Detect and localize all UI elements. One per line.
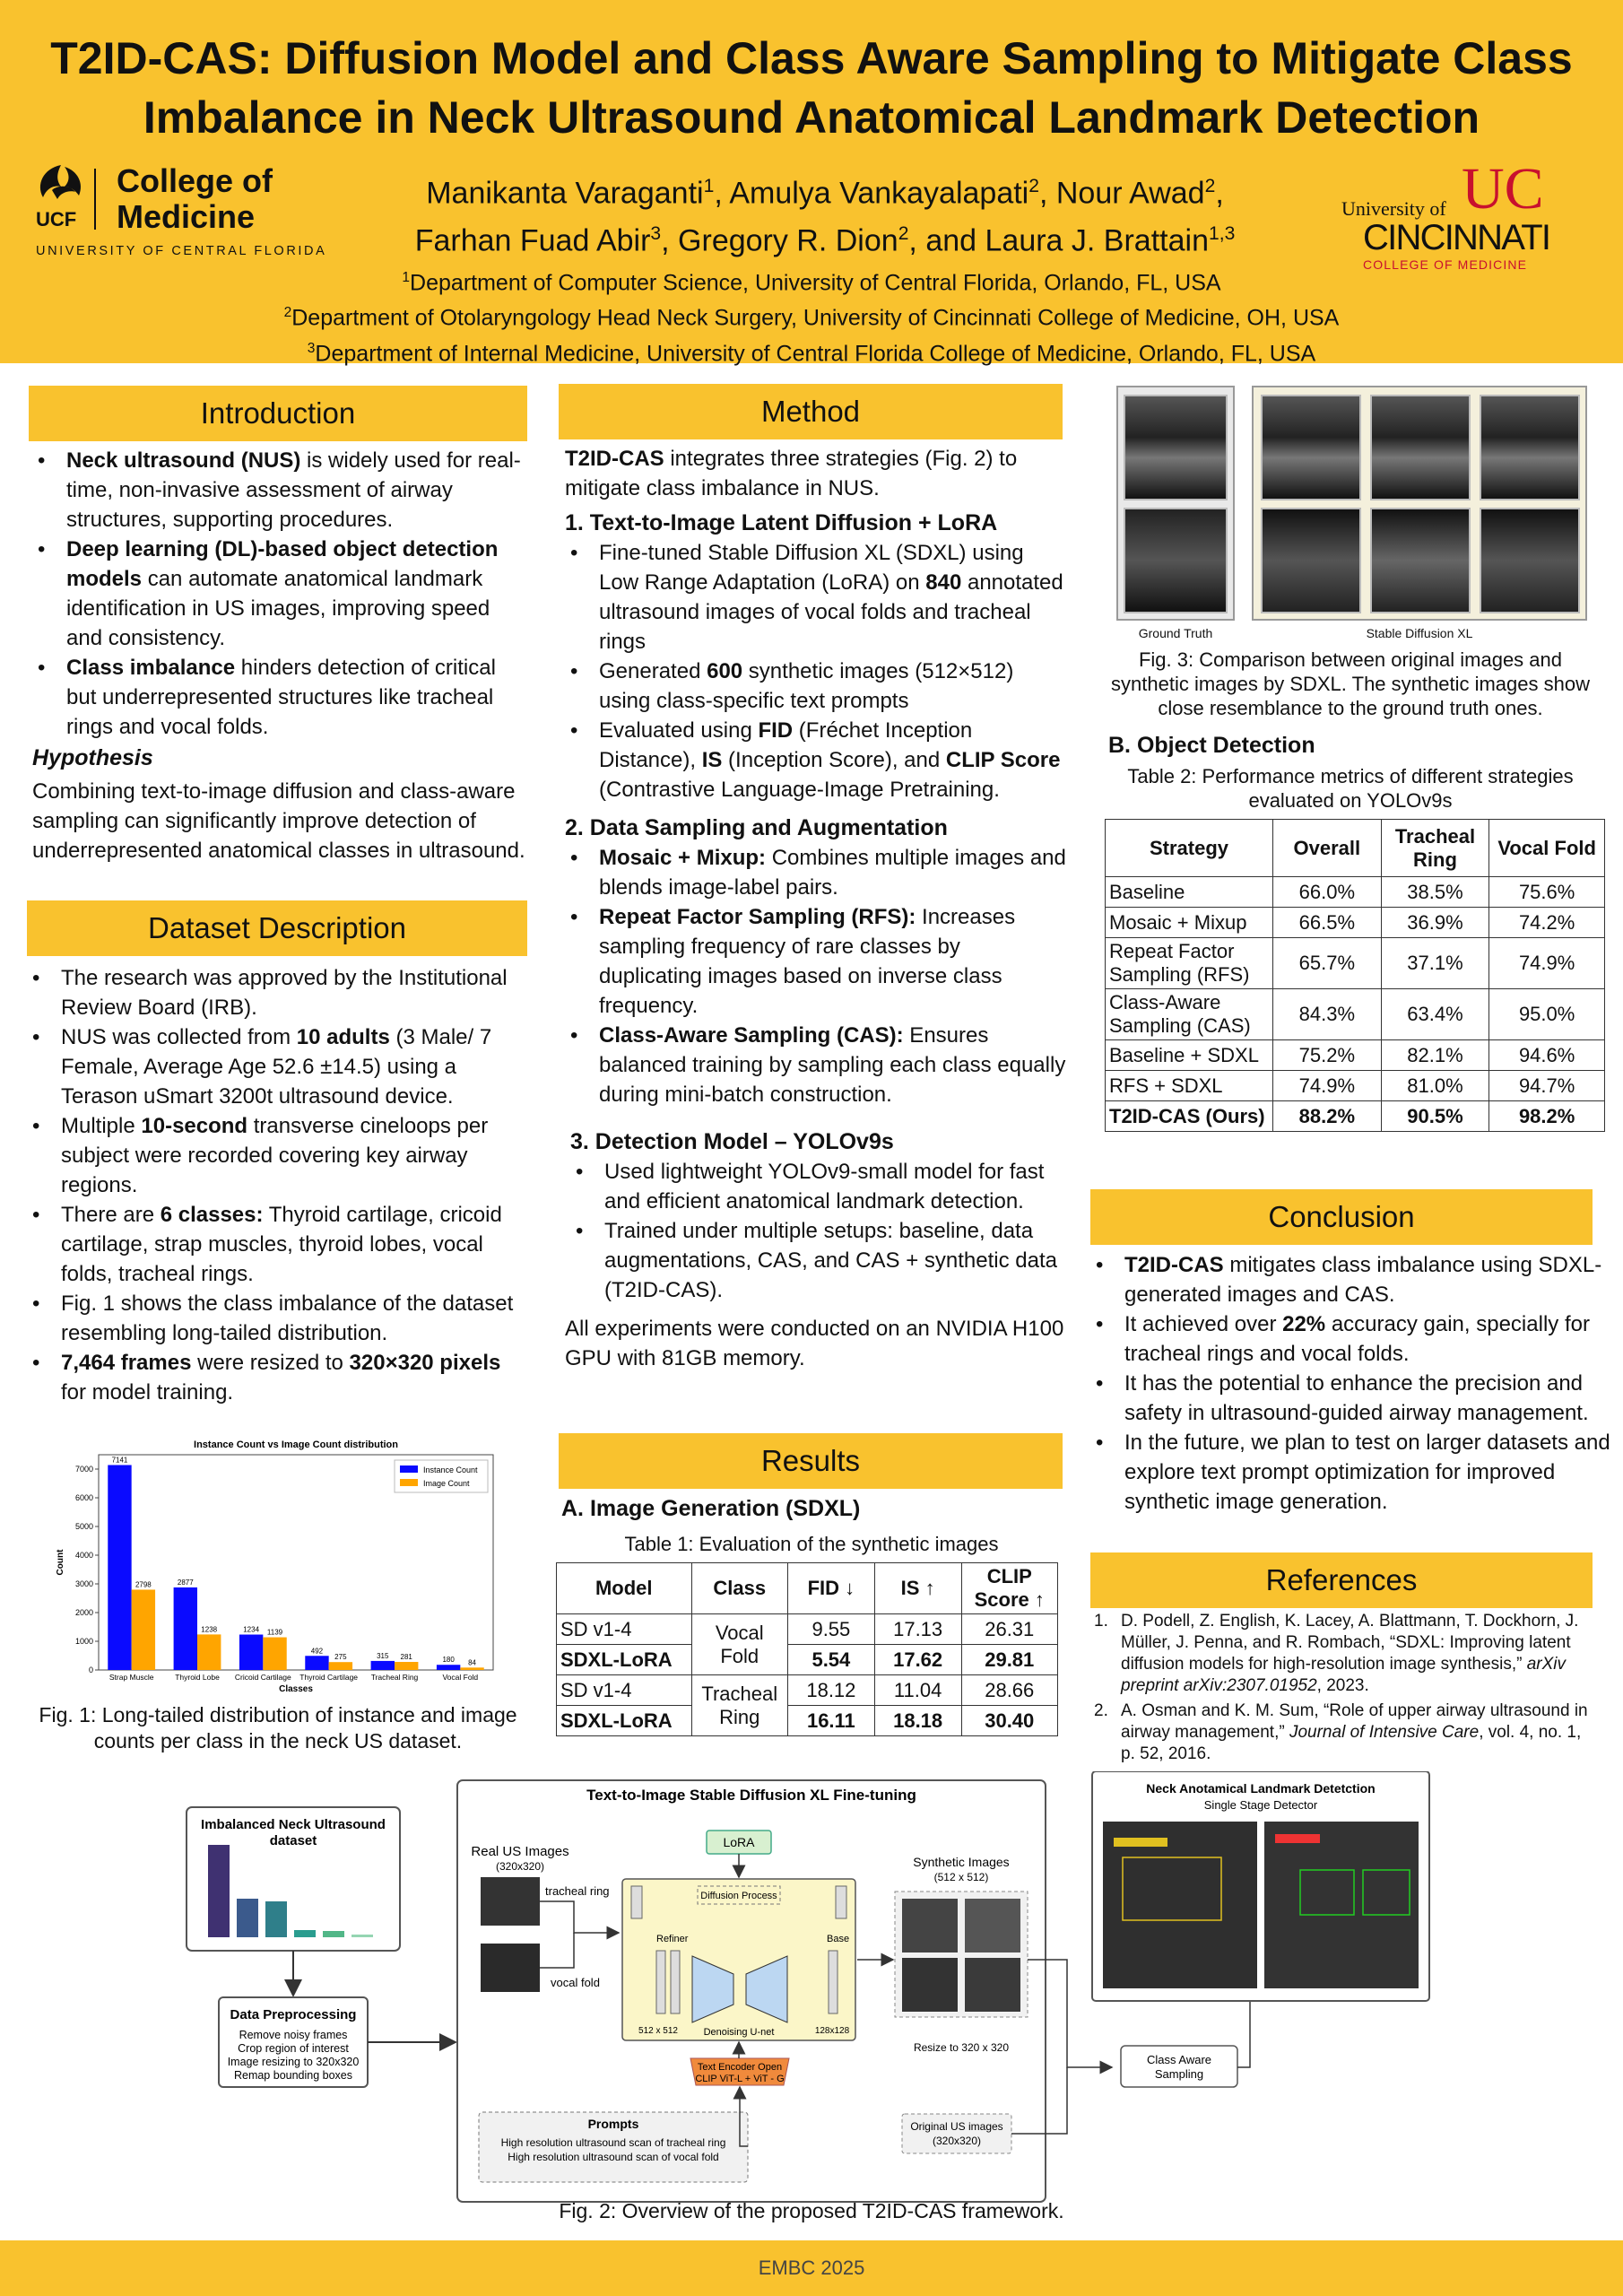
- dataset-heading: Dataset Description: [27, 900, 527, 956]
- ground-truth-image-1: [1124, 395, 1228, 500]
- fig3-sdxl-panel: [1252, 386, 1587, 621]
- x-tick-label: Tracheal Ring: [370, 1673, 419, 1682]
- tracheal-ring-label: tracheal ring: [545, 1884, 610, 1898]
- mini-bar-3: [265, 1901, 287, 1937]
- sdxl-image-5: [1370, 508, 1471, 613]
- method-s1-bullets: [565, 538, 1067, 804]
- table-cell: 38.5%: [1381, 877, 1489, 908]
- title-line-2: Imbalance in Neck Ultrasound Anatomical Landmark Detection: [143, 92, 1480, 143]
- bar-value-label: 180: [442, 1656, 455, 1665]
- ucf-subtitle: UNIVERSITY OF CENTRAL FLORIDA: [36, 244, 327, 258]
- refiner-bar: [656, 1951, 665, 2013]
- list-item: • Multiple 10-second transverse cineloops per subject were recorded covering key airway regions.: [27, 1111, 529, 1200]
- table-cell: Mosaic + Mixup: [1106, 908, 1273, 938]
- list-item: • Class imbalance hinders detection of critical but underrepresented structures like tracheal rings and vocal folds.: [32, 653, 531, 742]
- bar: [305, 1656, 328, 1670]
- results-heading: Results: [559, 1433, 1063, 1489]
- x-tick-label: Cricoid Cartilage: [234, 1673, 291, 1682]
- table-row: [1106, 1071, 1605, 1101]
- hypothesis-text: Combining text-to-image diffusion and class-aware sampling can significantly improve detection of underrepresented anatomical classes in ultrasound.: [32, 779, 525, 863]
- author-name: Nour Awad: [1055, 176, 1205, 211]
- synthetic-image: [965, 1958, 1020, 2012]
- author-affil-number: 1,3: [1208, 223, 1236, 245]
- table-row: [557, 1645, 1058, 1675]
- synthetic-image: [902, 1958, 958, 2012]
- table-cell: 18.12: [788, 1675, 875, 1706]
- bar: [239, 1635, 263, 1670]
- authors: [377, 166, 1273, 262]
- table-cell: 75.6%: [1489, 877, 1605, 908]
- table-cell: 9.55: [788, 1614, 875, 1645]
- table-cell: Baseline: [1106, 877, 1273, 908]
- affiliation-line: [179, 334, 1444, 369]
- bar: [174, 1587, 197, 1670]
- sdxl-finetuning-title: Text-to-Image Stable Diffusion XL Fine-tuning: [586, 1787, 916, 1804]
- sdxl-image-2: [1370, 395, 1471, 500]
- preproc-item: Remap bounding boxes: [233, 2069, 353, 2082]
- list-item: • 7,464 frames were resized to 320×320 pixels for model training.: [27, 1348, 529, 1407]
- table-cell: Class-Aware Sampling (CAS): [1106, 989, 1273, 1040]
- x-tick-label: Vocal Fold: [442, 1673, 479, 1682]
- affiliation-number: 3: [307, 340, 316, 356]
- sdxl-image-4: [1261, 508, 1361, 613]
- fig3-ground-truth-panel: [1116, 386, 1235, 621]
- author-name: Gregory R. Dion: [678, 223, 898, 258]
- table-header-cell: CLIP Score ↑: [961, 1563, 1058, 1614]
- ground-truth-image-2: [1124, 508, 1228, 613]
- table-cell: 88.2%: [1273, 1101, 1382, 1132]
- original-images-line2: (320x320): [932, 2135, 982, 2147]
- cas-line1: Class Aware: [1146, 2053, 1212, 2066]
- method-s2-bullets: [565, 843, 1067, 1109]
- table1-caption: Table 1: Evaluation of the synthetic images: [624, 1533, 999, 1555]
- bar-value-label: 492: [310, 1647, 324, 1656]
- bar-value-label: 2877: [177, 1578, 194, 1587]
- table-cell: 17.13: [874, 1614, 961, 1645]
- ucf-college-of: College of: [117, 162, 273, 199]
- conclusion-bullets: [1090, 1250, 1610, 1517]
- table-row: [1106, 1040, 1605, 1071]
- x-tick-label: Thyroid Lobe: [175, 1673, 220, 1682]
- refiner-latent: [631, 1886, 642, 1918]
- table-header-cell: IS ↑: [874, 1563, 961, 1614]
- reference-number: 1.: [1094, 1612, 1108, 1631]
- table-cell: 81.0%: [1381, 1071, 1489, 1101]
- author-affil-number: 2: [1204, 176, 1216, 196]
- table-row: [1106, 908, 1605, 938]
- introduction-body: [32, 446, 531, 865]
- method-s1-title: 1. Text-to-Image Latent Diffusion + LoRA: [565, 510, 998, 535]
- authors-line-1: [377, 166, 1273, 213]
- mini-bar-1: [208, 1845, 230, 1937]
- table-cell: 63.4%: [1381, 989, 1489, 1040]
- list-item: • Trained under multiple setups: baseline, data augmentations, CAS, and CAS + synthetic data (T2ID-CAS).: [570, 1216, 1067, 1305]
- table-header-cell: Vocal Fold: [1489, 820, 1605, 877]
- table-cell: 66.5%: [1273, 908, 1382, 938]
- bar: [197, 1634, 221, 1670]
- affiliation-number: 1: [402, 270, 411, 285]
- affiliation-text: Department of Otolaryngology Head Neck Surgery, University of Cincinnati College of Medicine, OH, USA: [291, 305, 1340, 331]
- detection-image-right: [1264, 1822, 1419, 1988]
- synthetic-image: [965, 1899, 1020, 1952]
- results-b-title: B. Object Detection: [1108, 733, 1315, 758]
- conclusion-body: [1090, 1250, 1610, 1517]
- text-encoder-line1: Text Encoder Open: [697, 2062, 783, 2073]
- real-images-title: Real US Images: [471, 1844, 569, 1859]
- x-axis-label: Classes: [279, 1684, 313, 1694]
- fig2-caption: Fig. 2: Overview of the proposed T2ID-CAS framework.: [559, 2199, 1064, 2222]
- table-cell: 29.81: [961, 1645, 1058, 1675]
- author-separator: , and: [908, 223, 985, 258]
- table-row: [557, 1675, 1058, 1706]
- y-tick-label: 4000: [74, 1551, 93, 1560]
- table-header-cell: Model: [557, 1563, 692, 1614]
- table-row: [1106, 877, 1605, 908]
- table-cell: SDXL-LoRA: [557, 1706, 692, 1736]
- base-label: Base: [827, 1934, 850, 1944]
- fig1-bar-chart: [54, 1435, 502, 1695]
- preproc-item: Image resizing to 320x320: [227, 2056, 360, 2068]
- table-row: [1106, 989, 1605, 1040]
- table-cell: 94.6%: [1489, 1040, 1605, 1071]
- table-cell: 90.5%: [1381, 1101, 1489, 1132]
- table-header-cell: Class: [691, 1563, 788, 1614]
- table-cell: 28.66: [961, 1675, 1058, 1706]
- bar: [395, 1662, 418, 1670]
- imbalanced-dataset-title: Imbalanced Neck Ultrasound dataset: [201, 1817, 386, 1848]
- list-item: • Used lightweight YOLOv9-small model for fast and efficient anatomical landmark detection.: [570, 1157, 1067, 1216]
- author-name: Manikanta Varaganti: [426, 176, 704, 211]
- table-header-row: [557, 1563, 1058, 1614]
- bar: [329, 1662, 352, 1670]
- reference-number: 2.: [1094, 1701, 1108, 1720]
- table2-caption: Table 2: Performance metrics of different strategies evaluated on YOLOv9s: [1127, 765, 1574, 812]
- author-affil-number: 2: [1028, 176, 1039, 196]
- author-separator: ,: [714, 176, 730, 211]
- legend-label: Image Count: [423, 1479, 470, 1488]
- y-tick-label: 0: [88, 1665, 93, 1674]
- x-tick-label: Thyroid Cartilage: [299, 1673, 359, 1682]
- table-row: [557, 1706, 1058, 1736]
- affiliation-line: [179, 298, 1444, 333]
- diffusion-process-label: Diffusion Process: [700, 1891, 777, 1901]
- table-cell: SD v1-4: [557, 1614, 692, 1645]
- list-item: • In the future, we plan to test on larger datasets and explore text prompt optimization for improved synthetic image generation.: [1090, 1428, 1610, 1517]
- references-heading: References: [1090, 1552, 1593, 1608]
- table-cell: 30.40: [961, 1706, 1058, 1736]
- mini-bar-2: [237, 1899, 258, 1937]
- bar-value-label: 275: [334, 1653, 347, 1662]
- table-cell: Baseline + SDXL: [1106, 1040, 1273, 1071]
- mini-bar-6: [352, 1935, 373, 1937]
- introduction-bullets: [32, 446, 531, 742]
- table1: [556, 1562, 1058, 1736]
- list-item: • Repeat Factor Sampling (RFS): Increases sampling frequency of rare classes by duplicating images based on inverse class frequency.: [565, 902, 1067, 1021]
- ucf-medicine: Medicine: [117, 198, 256, 235]
- table-cell: 74.9%: [1273, 1071, 1382, 1101]
- author-separator: ,: [661, 223, 679, 258]
- bar-value-label: 315: [377, 1651, 389, 1660]
- footer-conference: EMBC 2025: [0, 2240, 1623, 2296]
- uc-cincinnati: CINCINNATI: [1363, 218, 1551, 257]
- table-cell: 37.1%: [1381, 938, 1489, 989]
- table-cell: 18.18: [874, 1706, 961, 1736]
- table-cell: SDXL-LoRA: [557, 1645, 692, 1675]
- real-images-size: (320x320): [495, 1860, 545, 1873]
- lora-label: LoRA: [723, 1835, 755, 1849]
- method-hardware: All experiments were conducted on an NVIDIA H100 GPU with 81GB memory.: [565, 1317, 1064, 1370]
- refiner-label: Refiner: [656, 1934, 689, 1944]
- detection-title: Neck Anotamical Landmark Detetction: [1146, 1781, 1376, 1796]
- dataset-bullets: [27, 963, 529, 1407]
- bar-value-label: 1139: [266, 1628, 283, 1637]
- table-cell: RFS + SDXL: [1106, 1071, 1273, 1101]
- detection-subtitle: Single Stage Detector: [1203, 1798, 1318, 1812]
- base-bar: [829, 1951, 838, 2013]
- list-item: • There are 6 classes: Thyroid cartilage, cricoid cartilage, strap muscles, thyroid lobes, vocal folds, tracheal rings.: [27, 1200, 529, 1289]
- y-tick-label: 7000: [74, 1465, 93, 1474]
- table-cell: 11.04: [874, 1675, 961, 1706]
- reference-item: 2. A. Osman and K. M. Sum, “Role of upper airway ultrasound in airway management,” Journal of Intensive Care, vol. 4, no. 1, p. 52, 2016.: [1094, 1701, 1588, 1763]
- table-header-cell: Strategy: [1106, 820, 1273, 877]
- y-tick-label: 5000: [74, 1522, 93, 1531]
- reference-item: 1. D. Podell, Z. English, K. Lacey, A. Blattmann, T. Dockhorn, J. Müller, J. Penna, and R. Rombach, “SDXL: Improving latent diffusion models for high-resolution image synthesis,” arXiv preprint arXiv:2307.01952, 2023.: [1094, 1612, 1579, 1695]
- x-tick-label: Strap Muscle: [108, 1673, 154, 1682]
- bar: [108, 1465, 131, 1670]
- text-encoder-line2: CLIP ViT-L + ViT - G: [695, 2074, 785, 2084]
- size-128-label: 128x128: [814, 2026, 850, 2036]
- fig3-caption: Fig. 3: Comparison between original images and synthetic images by SDXL. The synthetic images show close resemblance to the ground truth ones.: [1111, 648, 1590, 719]
- table-cell: T2ID-CAS (Ours): [1106, 1101, 1273, 1132]
- uc-mark: UC: [1462, 156, 1544, 222]
- affiliation-line: [179, 263, 1444, 298]
- bar-value-label: 84: [468, 1658, 476, 1667]
- conclusion-heading: Conclusion: [1090, 1189, 1593, 1245]
- bar-value-label: 281: [400, 1653, 412, 1662]
- results-a-title: A. Image Generation (SDXL): [561, 1496, 861, 1521]
- affiliations: [179, 263, 1444, 369]
- bar: [263, 1638, 286, 1670]
- table-cell: 5.54: [788, 1645, 875, 1675]
- method-intro: integrates three strategies (Fig. 2) to mitigate class imbalance in NUS.: [565, 447, 1018, 500]
- y-tick-label: 6000: [74, 1493, 93, 1502]
- chart-title: Instance Count vs Image Count distribution: [194, 1439, 398, 1450]
- bar: [371, 1661, 395, 1670]
- author-affil-number: 1: [703, 176, 715, 196]
- detection-label-tag: [1275, 1834, 1320, 1843]
- synthetic-images-title: Synthetic Images: [913, 1855, 1010, 1869]
- y-tick-label: 3000: [74, 1579, 93, 1588]
- table-cell: 26.31: [961, 1614, 1058, 1645]
- uc-college-of-medicine: COLLEGE OF MEDICINE: [1363, 257, 1526, 272]
- method-body: [565, 444, 1067, 1373]
- cas-line2: Sampling: [1154, 2067, 1204, 2081]
- legend-swatch: [400, 1479, 418, 1486]
- table-cell: SD v1-4: [557, 1675, 692, 1706]
- fig1-caption: Fig. 1: Long-tailed distribution of instance and image counts per class in the neck US dataset.: [39, 1703, 517, 1752]
- preproc-item: Remove noisy frames: [239, 2029, 348, 2041]
- method-intro-bold: T2ID-CAS: [565, 447, 664, 471]
- list-item: • Mosaic + Mixup: Combines multiple images and blends image-label pairs.: [565, 843, 1067, 902]
- affiliation-text: Department of Internal Medicine, University of Central Florida College of Medicine, Orlando, FL, USA: [315, 340, 1316, 366]
- synthetic-images-size: (512 x 512): [933, 1871, 989, 1883]
- method-s3-title: 3. Detection Model – YOLOv9s: [570, 1129, 894, 1154]
- original-images-line1: Original US images: [910, 2120, 1003, 2133]
- table-cell: 84.3%: [1273, 989, 1382, 1040]
- bar-value-label: 1238: [201, 1625, 218, 1634]
- table-cell: 75.2%: [1273, 1040, 1382, 1071]
- author-name: Amulya Vankayalapati: [729, 176, 1029, 211]
- table-cell: 74.9%: [1489, 938, 1605, 989]
- base-latent: [836, 1886, 846, 1918]
- list-item: • Deep learning (DL)-based object detection models can automate anatomical landmark identification in US images, improving speed and consistency.: [32, 535, 531, 653]
- table-cell: 65.7%: [1273, 938, 1382, 989]
- table2: [1105, 819, 1605, 1132]
- sdxl-image-1: [1261, 395, 1361, 500]
- title-line-1: T2ID-CAS: Diffusion Model and Class Aware Sampling to Mitigate Class: [50, 33, 1573, 83]
- prompts-title: Prompts: [587, 2117, 639, 2131]
- method-heading: Method: [559, 384, 1063, 439]
- fig3-label-ground-truth: Ground Truth: [1138, 626, 1213, 640]
- y-tick-label: 2000: [74, 1608, 93, 1617]
- prompt-2: High resolution ultrasound scan of vocal fold: [508, 2151, 719, 2163]
- unet-label: Denoising U-net: [703, 2027, 775, 2038]
- method-s3-bullets: [565, 1157, 1067, 1305]
- sdxl-image-6: [1480, 508, 1580, 613]
- method-s2-title: 2. Data Sampling and Augmentation: [565, 815, 948, 840]
- list-item: • It achieved over 22% accuracy gain, specially for tracheal rings and vocal folds.: [1090, 1309, 1610, 1369]
- table-cell: 36.9%: [1381, 908, 1489, 938]
- affiliation-text: Department of Computer Science, University of Central Florida, Orlando, FL, USA: [410, 270, 1221, 296]
- table-cell: Repeat Factor Sampling (RFS): [1106, 938, 1273, 989]
- uc-logo: [1336, 149, 1560, 274]
- list-item: • Neck ultrasound (NUS) is widely used for real-time, non-invasive assessment of airway structures, supporting procedures.: [32, 446, 531, 535]
- list-item: • Fig. 1 shows the class imbalance of the dataset resembling long-tailed distribution.: [27, 1289, 529, 1348]
- uc-university-of: University of: [1341, 197, 1446, 220]
- author-affil-number: 2: [898, 223, 909, 245]
- table-cell: Vocal Fold: [691, 1614, 788, 1675]
- list-item: • Generated 600 synthetic images (512×512) using class-specific text prompts: [565, 657, 1067, 716]
- table-cell: 82.1%: [1381, 1040, 1489, 1071]
- y-tick-label: 1000: [74, 1637, 93, 1646]
- dataset-body: [27, 963, 529, 1407]
- sdxl-image-3: [1480, 395, 1580, 500]
- real-us-tracheal-image: [481, 1877, 540, 1926]
- introduction-heading: Introduction: [29, 386, 527, 441]
- refiner-bar: [671, 1951, 680, 2013]
- poster-title: [0, 29, 1623, 147]
- y-axis-label: Count: [56, 1549, 65, 1576]
- bar-value-label: 1234: [243, 1625, 260, 1634]
- preprocessing-title: Data Preprocessing: [230, 2007, 357, 2022]
- class-aware-sampling-box: [1121, 2046, 1237, 2087]
- list-item: • Class-Aware Sampling (CAS): Ensures balanced training by sampling each class equally during mini-batch construction.: [565, 1021, 1067, 1109]
- hypothesis-title: Hypothesis: [32, 745, 153, 770]
- table-row: [1106, 1101, 1605, 1132]
- bar-value-label: 2798: [135, 1580, 152, 1589]
- references-list: [1094, 1611, 1596, 1769]
- bar-value-label: 7141: [111, 1456, 128, 1465]
- preproc-item: Crop region of interest: [238, 2042, 349, 2055]
- table-cell: 66.0%: [1273, 877, 1382, 908]
- bar: [132, 1589, 155, 1670]
- resize-label: Resize to 320 x 320: [913, 2041, 1010, 2054]
- table-header-cell: Tracheal Ring: [1381, 820, 1489, 877]
- mini-bar-4: [294, 1930, 316, 1937]
- ucf-logo: [34, 158, 375, 265]
- author-name: Laura J. Brattain: [985, 223, 1209, 258]
- mini-bar-5: [323, 1931, 344, 1937]
- vocal-fold-label: vocal fold: [551, 1976, 600, 1989]
- real-us-vocal-image: [481, 1944, 540, 1992]
- table-header-row: [1106, 820, 1605, 877]
- list-item: • Fine-tuned Stable Diffusion XL (SDXL) using Low Range Adaptation (LoRA) on 840 annotated ultrasound images of vocal folds and tracheal rings: [565, 538, 1067, 657]
- prompt-1: High resolution ultrasound scan of tracheal ring: [500, 2136, 726, 2149]
- legend-label: Instance Count: [423, 1465, 478, 1474]
- list-item: • It has the potential to enhance the precision and safety in ultrasound-guided airway management.: [1090, 1369, 1610, 1428]
- table-cell: 74.2%: [1489, 908, 1605, 938]
- list-item: • T2ID-CAS mitigates class imbalance using SDXL-generated images and CAS.: [1090, 1250, 1610, 1309]
- authors-line-2: [377, 213, 1273, 261]
- fig2-framework-diagram: [179, 1771, 1435, 2229]
- table-header-cell: FID ↓: [788, 1563, 875, 1614]
- table-cell: 94.7%: [1489, 1071, 1605, 1101]
- affiliation-number: 2: [283, 305, 292, 321]
- author-separator: ,: [1038, 176, 1056, 211]
- size-512-label: 512 x 512: [638, 2026, 678, 2036]
- author-name: Farhan Fuad Abir: [414, 223, 651, 258]
- table-cell: Tracheal Ring: [691, 1675, 788, 1736]
- author-separator: ,: [1215, 176, 1224, 211]
- author-affil-number: 3: [650, 223, 662, 245]
- detection-label-tag: [1114, 1838, 1167, 1847]
- legend-swatch: [400, 1465, 418, 1473]
- list-item: • Evaluated using FID (Fréchet Inception Distance), IS (Inception Score), and CLIP Score (Contrastive Language-Image Pretraining.: [565, 716, 1067, 804]
- ucf-abbr: UCF: [36, 208, 77, 230]
- list-item: • NUS was collected from 10 adults (3 Male/ 7 Female, Average Age 52.6 ±14.5) using a Terason uSmart 3200t ultrasound device.: [27, 1022, 529, 1111]
- table-row: [557, 1614, 1058, 1645]
- bar: [460, 1667, 483, 1670]
- table-cell: 17.62: [874, 1645, 961, 1675]
- table-cell: 98.2%: [1489, 1101, 1605, 1132]
- table-header-cell: Overall: [1273, 820, 1382, 877]
- table-cell: 16.11: [788, 1706, 875, 1736]
- table-row: [1106, 938, 1605, 989]
- synthetic-image: [902, 1899, 958, 1952]
- bar: [437, 1665, 460, 1670]
- list-item: • The research was approved by the Institutional Review Board (IRB).: [27, 963, 529, 1022]
- fig3-label-sdxl: Stable Diffusion XL: [1366, 626, 1473, 640]
- table-cell: 95.0%: [1489, 989, 1605, 1040]
